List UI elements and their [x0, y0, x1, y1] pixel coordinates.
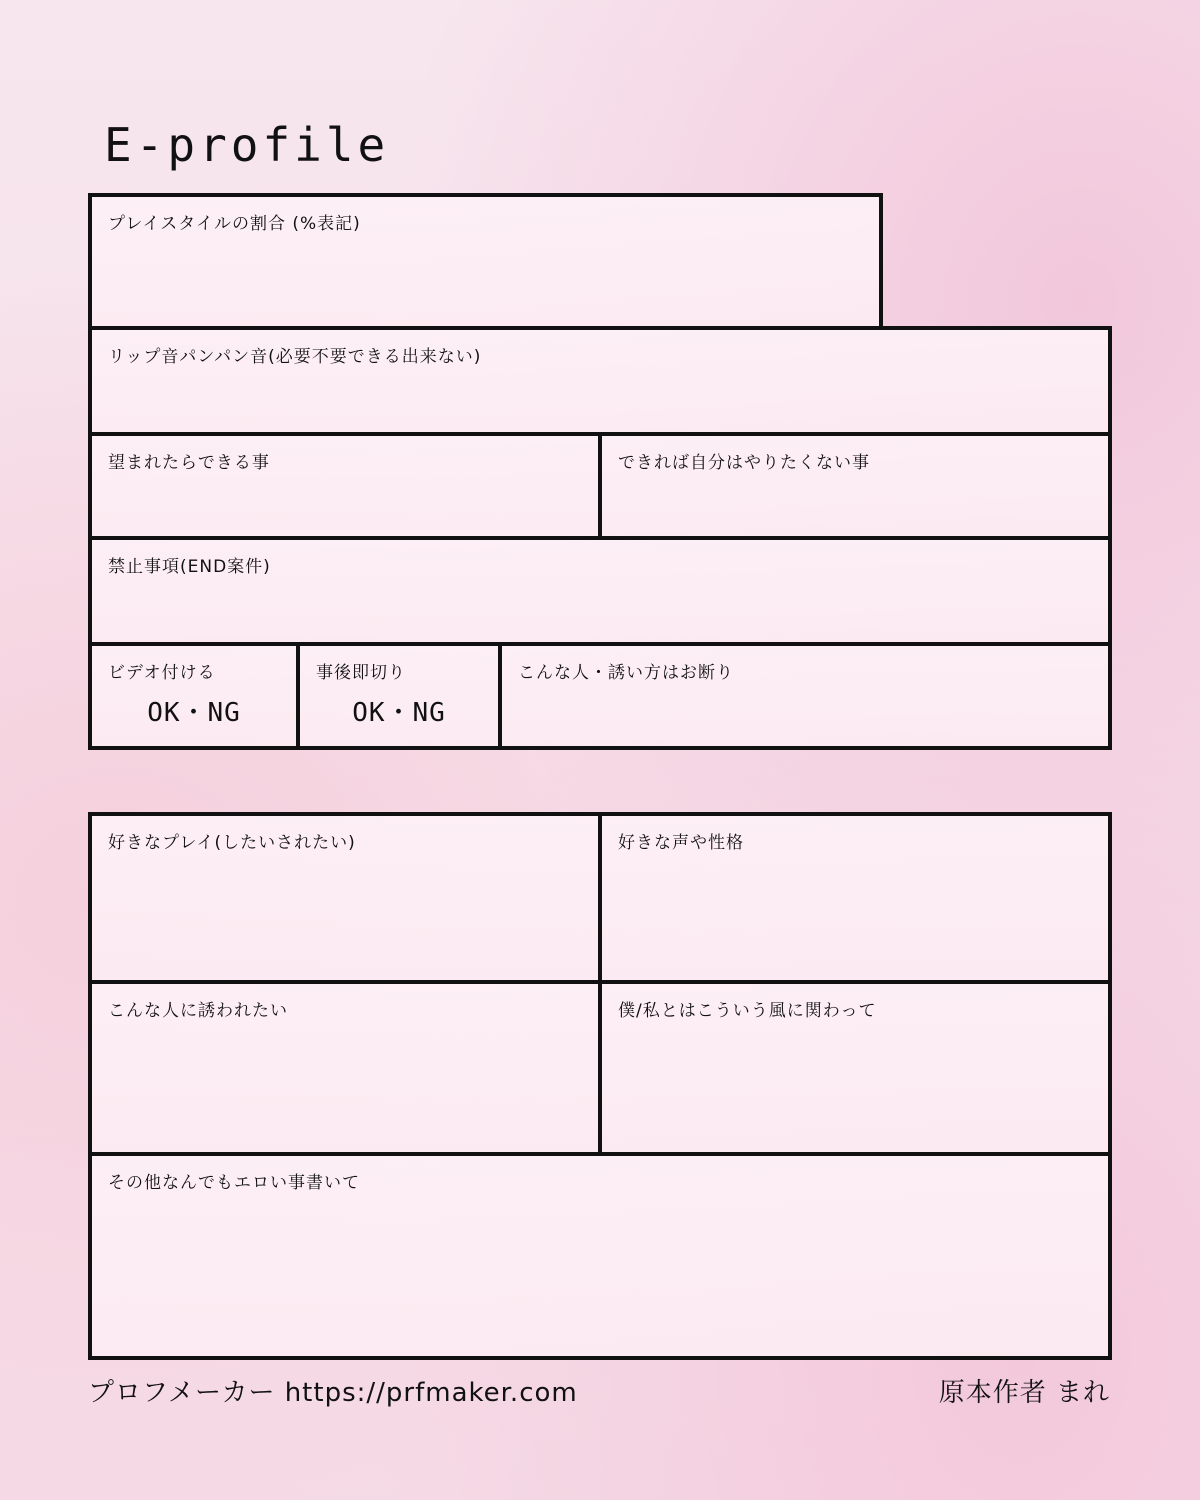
can-do-box[interactable] [88, 432, 602, 540]
after-cut-label: 事後即切り [316, 663, 406, 683]
after-cut-ok-ng[interactable]: OK・NG [352, 698, 446, 728]
can-do-label: 望まれたらできる事 [108, 453, 270, 473]
video-ok-ng[interactable]: OK・NG [147, 698, 241, 728]
rather-not-label: できれば自分はやりたくない事 [618, 453, 870, 473]
want-invite-box[interactable] [88, 980, 602, 1156]
favorite-play-box[interactable] [88, 812, 602, 984]
other-label: その他なんでもエロい事書いて [108, 1173, 360, 1193]
rather-not-box[interactable] [598, 432, 1112, 540]
video-box[interactable] [88, 642, 300, 750]
forbidden-box[interactable] [88, 536, 1112, 646]
relation-label: 僕/私とはこういう風に関わって [618, 1001, 877, 1021]
playstyle-label: プレイスタイルの割合 (%表記) [108, 214, 361, 234]
favorite-voice-box[interactable] [598, 812, 1112, 984]
page-title: E-profile [104, 118, 390, 172]
lip-sound-label: リップ音パンパン音(必要不要できる出来ない) [108, 347, 482, 367]
want-invite-label: こんな人に誘われたい [108, 1001, 288, 1021]
relation-box[interactable] [598, 980, 1112, 1156]
favorite-play-label: 好きなプレイ(したいされたい) [108, 833, 356, 853]
decline-label: こんな人・誘い方はお断り [518, 663, 734, 683]
playstyle-box[interactable] [88, 193, 883, 330]
forbidden-label: 禁止事項(END案件) [108, 557, 271, 577]
favorite-voice-label: 好きな声や性格 [618, 833, 744, 853]
other-box[interactable] [88, 1152, 1112, 1360]
video-label: ビデオ付ける [108, 663, 216, 683]
lip-sound-box[interactable] [88, 326, 1112, 436]
after-cut-box[interactable] [296, 642, 502, 750]
footer-author: 原本作者 まれ [938, 1378, 1110, 1408]
decline-box[interactable] [498, 642, 1112, 750]
footer-maker: プロフメーカー https://prfmaker.com [88, 1378, 578, 1408]
